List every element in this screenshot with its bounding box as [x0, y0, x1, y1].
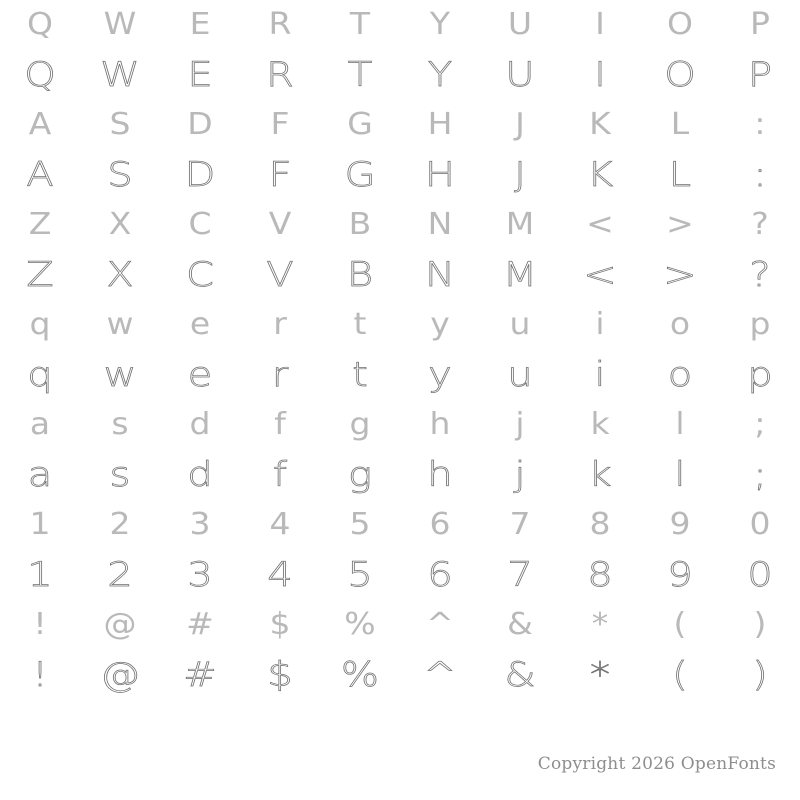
glyph-cell: (: [673, 607, 687, 642]
glyph-cell: D: [187, 107, 213, 142]
glyph-cell: N: [424, 255, 456, 295]
glyph-cell: 4: [269, 507, 291, 542]
glyph-cell: T: [349, 7, 371, 42]
glyph-cell: r: [273, 307, 287, 342]
glyph-cell: >: [666, 207, 694, 242]
glyph-cell: H: [424, 155, 456, 195]
glyph-cell: S: [109, 107, 131, 142]
glyph-cell: @: [103, 607, 137, 642]
glyph-cell: ;: [753, 455, 767, 495]
glyph-cell: 6: [427, 555, 453, 595]
glyph-cell: 5: [347, 555, 373, 595]
glyph-cell: 8: [587, 555, 613, 595]
glyph-cell: 4: [267, 555, 293, 595]
glyph-cell: F: [268, 155, 292, 195]
glyph-cell: 7: [507, 555, 533, 595]
glyph-cell: D: [184, 155, 216, 195]
glyph-cell: f: [272, 455, 288, 495]
glyph-cell: ): [753, 607, 767, 642]
glyph-cell: M: [505, 207, 535, 242]
glyph-cell: g: [349, 407, 371, 442]
glyph-cell: 6: [429, 507, 451, 542]
glyph-cell: Q: [24, 55, 56, 95]
glyph-cell: w: [103, 355, 137, 395]
glyph-cell: 5: [349, 507, 371, 542]
glyph-cell: q: [27, 355, 53, 395]
glyph-cell: 2: [107, 555, 133, 595]
glyph-cell: G: [347, 107, 373, 142]
glyph-cell: q: [29, 307, 51, 342]
glyph-cell: 9: [669, 507, 691, 542]
glyph-cell: p: [749, 307, 771, 342]
glyph-cell: <: [583, 255, 617, 295]
glyph-cell: #: [186, 607, 214, 642]
glyph-cell: W: [100, 55, 140, 95]
glyph-cell: d: [187, 455, 213, 495]
glyph-cell: Y: [427, 55, 453, 95]
glyph-cell: 0: [747, 555, 773, 595]
glyph-cell: J: [514, 155, 526, 195]
glyph-cell: 0: [749, 507, 771, 542]
glyph-cell: k: [590, 407, 610, 442]
glyph-cell: *: [589, 655, 611, 695]
glyph-cell: Z: [28, 207, 52, 242]
glyph-cell: C: [185, 255, 215, 295]
glyph-cell: w: [106, 307, 134, 342]
glyph-cell: S: [107, 155, 133, 195]
glyph-cell: I: [595, 7, 605, 42]
glyph-cell: W: [103, 7, 137, 42]
glyph-cell: i: [595, 307, 605, 342]
glyph-cell: l: [675, 407, 685, 442]
glyph-cell: B: [346, 255, 374, 295]
glyph-cell: j: [515, 407, 525, 442]
glyph-cell: f: [274, 407, 286, 442]
glyph-cell: F: [270, 107, 290, 142]
glyph-cell: P: [747, 55, 773, 95]
glyph-cell: !: [33, 607, 47, 642]
glyph-cell: X: [108, 207, 132, 242]
glyph-cell: Q: [27, 7, 53, 42]
glyph-cell: h: [429, 407, 451, 442]
glyph-cell: k: [588, 455, 612, 495]
glyph-cell: i: [594, 355, 606, 395]
glyph-cell: R: [266, 55, 294, 95]
glyph-cell: a: [27, 455, 53, 495]
glyph-cell: ): [752, 655, 768, 695]
glyph-cell: Y: [429, 7, 451, 42]
glyph-cell: K: [586, 155, 614, 195]
glyph-cell: t: [352, 355, 368, 395]
glyph-cell: G: [344, 155, 376, 195]
glyph-cell: E: [189, 7, 211, 42]
glyph-cell: L: [668, 155, 692, 195]
glyph-cell: o: [667, 355, 693, 395]
glyph-cell: Z: [26, 255, 54, 295]
glyph-cell: *: [591, 607, 609, 642]
glyph-cell: C: [188, 207, 212, 242]
glyph-cell: B: [348, 207, 372, 242]
glyph-cell: L: [670, 107, 690, 142]
glyph-cell: h: [427, 455, 453, 495]
glyph-cell: U: [507, 7, 533, 42]
glyph-cell: >: [663, 255, 697, 295]
glyph-cell: 3: [189, 507, 211, 542]
glyph-cell: $: [269, 607, 291, 642]
glyph-cell: I: [594, 55, 606, 95]
glyph-cell: V: [266, 255, 294, 295]
glyph-cell: X: [106, 255, 134, 295]
glyph-cell: ^: [423, 655, 457, 695]
glyph-cell: y: [430, 307, 450, 342]
glyph-cell: ?: [751, 207, 769, 242]
glyph-cell: 1: [27, 555, 53, 595]
glyph-cell: y: [428, 355, 452, 395]
glyph-cell: <: [586, 207, 614, 242]
glyph-cell: %: [340, 655, 380, 695]
copyright-notice: Copyright 2026 OpenFonts: [537, 754, 776, 774]
glyph-cell: d: [189, 407, 211, 442]
glyph-cell: A: [26, 155, 54, 195]
glyph-cell: R: [268, 7, 292, 42]
glyph-cell: !: [31, 655, 49, 695]
glyph-cell: %: [344, 607, 376, 642]
glyph-cell: t: [353, 307, 367, 342]
glyph-cell: 2: [109, 507, 131, 542]
glyph-cell: T: [347, 55, 373, 95]
glyph-cell: O: [667, 7, 693, 42]
glyph-cell: H: [427, 107, 453, 142]
glyph-cell: j: [514, 455, 526, 495]
glyph-cell: V: [268, 207, 292, 242]
glyph-cell: e: [189, 307, 211, 342]
glyph-cell: r: [271, 355, 289, 395]
glyph-cell: e: [187, 355, 213, 395]
glyph-cell: M: [502, 255, 538, 295]
glyph-cell: &: [504, 655, 536, 695]
glyph-cell: o: [669, 307, 691, 342]
glyph-cell: J: [515, 107, 525, 142]
glyph-cell: 9: [667, 555, 693, 595]
glyph-cell: &: [507, 607, 533, 642]
glyph-cell: #: [183, 655, 217, 695]
glyph-cell: 7: [509, 507, 531, 542]
glyph-cell: 8: [589, 507, 611, 542]
glyph-cell: O: [664, 55, 696, 95]
glyph-cell: u: [507, 355, 533, 395]
glyph-cell: s: [111, 407, 129, 442]
glyph-cell: u: [509, 307, 531, 342]
glyph-cell: $: [267, 655, 293, 695]
glyph-cell: a: [29, 407, 51, 442]
glyph-cell: :: [754, 107, 766, 142]
glyph-cell: 3: [187, 555, 213, 595]
glyph-cell: U: [505, 55, 535, 95]
glyph-cell: ^: [426, 607, 454, 642]
glyph-cell: K: [589, 107, 611, 142]
glyph-cell: E: [187, 55, 213, 95]
glyph-cell: 1: [29, 507, 51, 542]
glyph-cell: P: [750, 7, 770, 42]
glyph-cell: s: [109, 455, 131, 495]
glyph-cell: l: [674, 455, 686, 495]
glyph-cell: ;: [754, 407, 766, 442]
glyph-cell: (: [672, 655, 688, 695]
glyph-cell: N: [427, 207, 453, 242]
glyph-cell: :: [753, 155, 767, 195]
glyph-cell: A: [28, 107, 52, 142]
glyph-cell: @: [99, 655, 141, 695]
glyph-cell: ?: [749, 255, 771, 295]
glyph-cell: g: [347, 455, 373, 495]
glyph-cell: p: [747, 355, 773, 395]
